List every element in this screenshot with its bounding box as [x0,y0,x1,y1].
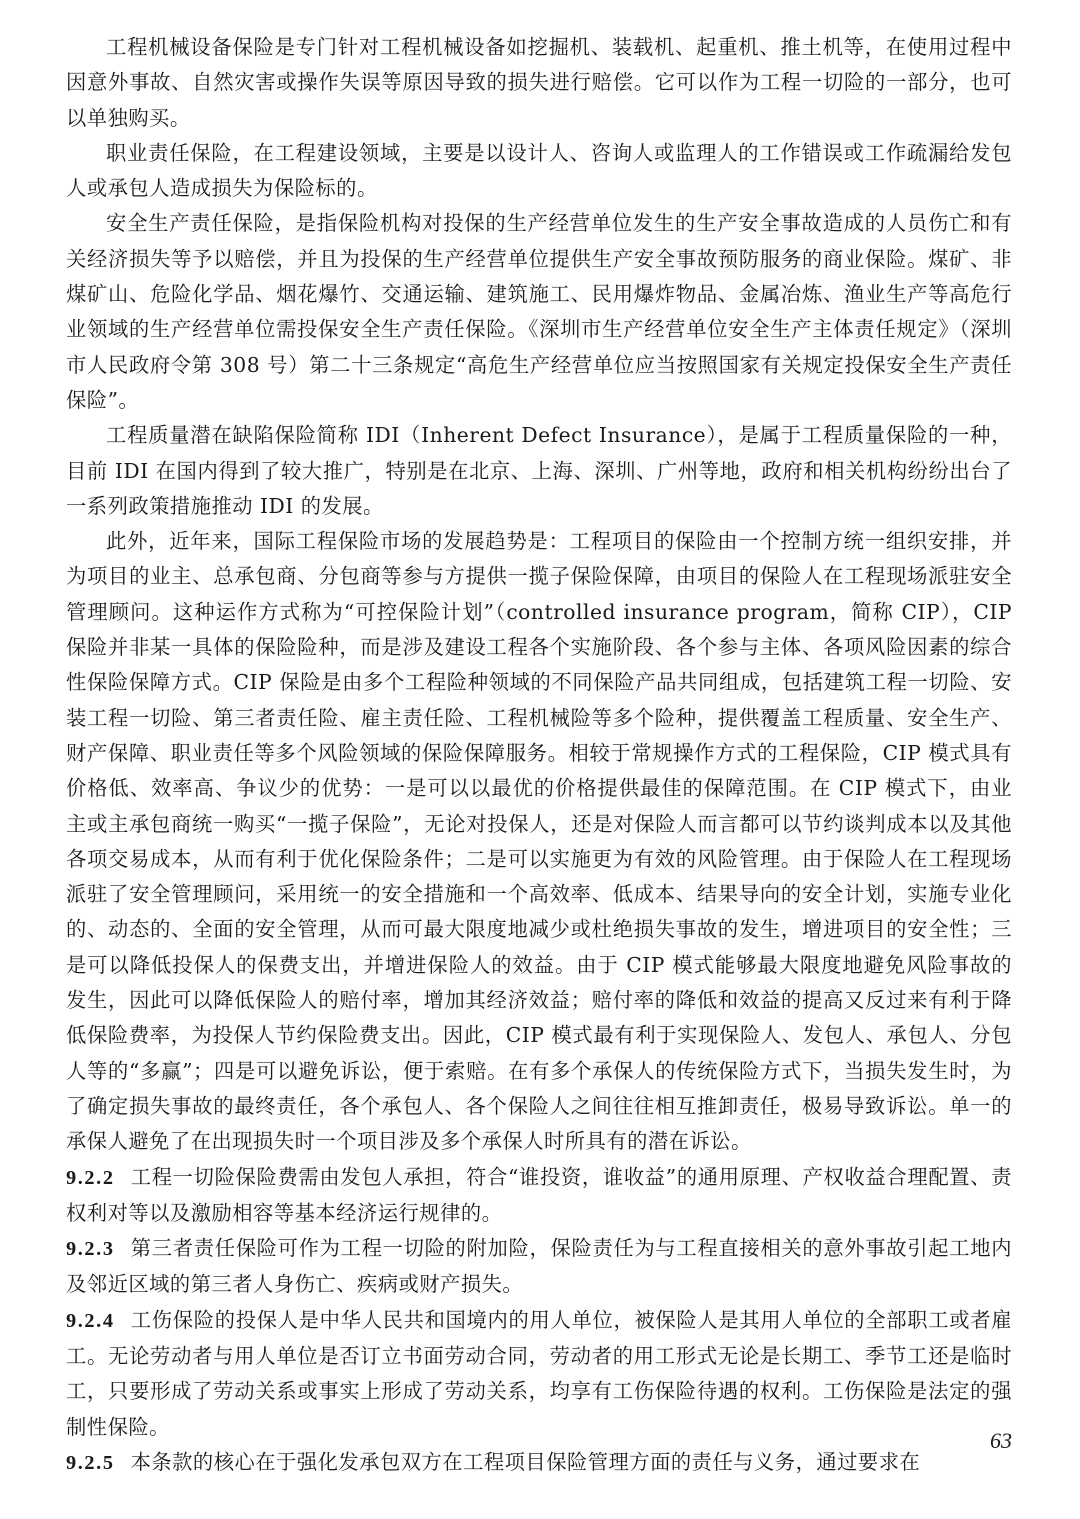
clause-9-2-2 [66,1160,1012,1232]
clause-number: 9.2.2 [66,1166,115,1189]
paragraph-machinery-insurance: 工程机械设备保险是专门针对工程机械设备如挖掘机、装载机、起重机、推土机等，在使用过程中因意外事故、自然灾害或操作失误等原因导致的损失进行赔偿。它可以作为工程一切险的一部分，也可以单独购买。 [66,35,1012,130]
clause-text: 本条款的核心在于强化发承包双方在工程项目保险管理方面的责任与义务，通过要求在 [130,1449,921,1474]
clause-text: 工伤保险的投保人是中华人民共和国境内的用人单位，被保险人是其用人单位的全部职工或者雇工。无论劳动者与用人单位是否订立书面劳动合同，劳动者的用工形式无论是长期工、季节工还是临时工，只要形成了劳动关系或事实上形成了劳动关系，均享有工伤保险待遇的权利。工伤保险是法定的强制性保险。 [66,1307,1012,1439]
paragraph-idi: 工程质量潜在缺陷保险简称 IDI（Inherent Defect Insurance），是属于工程质量保险的一种，目前 IDI 在国内得到了较大推广，特别是在北京、上海、深圳、广州等地，政府和相关机构纷纷出台了一系列政策措施推动 IDI 的发展。 [66,423,1012,518]
clause-9-2-3 [66,1231,1012,1303]
document-body [66,30,1012,1481]
clause-text: 第三者责任保险可作为工程一切险的附加险，保险责任为与工程直接相关的意外事故引起工地内及邻近区域的第三者人身伤亡、疾病或财产损失。 [66,1236,1012,1297]
paragraph-safety-liability: 安全生产责任保险，是指保险机构对投保的生产经营单位发生的生产安全事故造成的人员伤亡和有关经济损失等予以赔偿，并且为投保的生产经营单位提供生产安全事故预防服务的商业保险。煤矿、非煤矿山、危险化学品、烟花爆竹、交通运输、建筑施工、民用爆炸物品、金属冶炼、渔业生产等高危行业领域的生产经营单位需投保安全生产责任保险。《深圳市生产经营单位安全生产主体责任规定》（深圳市人民政府令第 308 号）第二十三条规定“高危生产经营单位应当按照国家有关规定投保安全生产责任保险”。 [66,211,1012,412]
clause-number: 9.2.4 [66,1309,115,1332]
clause-9-2-4 [66,1303,1012,1445]
clause-number: 9.2.5 [66,1451,115,1474]
clause-text: 工程一切险保险费需由发包人承担，符合“谁投资，谁收益”的通用原理、产权收益合理配置、责权利对等以及激励相容等基本经济运行规律的。 [66,1164,1012,1225]
page-number: 63 [990,1428,1012,1453]
paragraph-cip: 此外，近年来，国际工程保险市场的发展趋势是：工程项目的保险由一个控制方统一组织安排，并为项目的业主、总承包商、分包商等参与方提供一揽子保险保障，由项目的保险人在工程现场派驻安全管理顾问。这种运作方式称为“可控保险计划”（controlled insurance program，简称 CIP），CIP 保险并非某一具体的保险险种，而是涉及建设工程各个实施阶段、各个参与主体、各项风险因素的综合性保险保障方式。CIP 保险是由多个工程险种领域的不同保险产品共同组成，包括建筑工程一切险、安装工程一切险、第三者责任险、雇主责任险、工程机械险等多个险种，提供覆盖工程质量、安全生产、财产保障、职业责任等多个风险领域的保险保障服务。相较于常规操作方式的工程保险，CIP 模式具有价格低、效率高、争议少的优势：一是可以以最优的价格提供最佳的保障范围。在 CIP 模式下，由业主或主承包商统一购买“一揽子保险”，无论对投保人，还是对保险人而言都可以节约谈判成本以及其他各项交易成本，从而有利于优化保险条件；二是可以实施更为有效的风险管理。由于保险人在工程现场派驻了安全管理顾问，采用统一的安全措施和一个高效率、低成本、结果导向的安全计划，实施专业化的、动态的、全面的安全管理，从而可最大限度地减少或杜绝损失事故的发生，增进项目的安全性；三是可以降低投保人的保费支出，并增进保险人的效益。由于 CIP 模式能够最大限度地避免风险事故的发生，因此可以降低保险人的赔付率，增加其经济效益；赔付率的降低和效益的提高又反过来有利于降低保险费率，为投保人节约保险费支出。因此，CIP 模式最有利于实现保险人、发包人、承包人、分包人等的“多赢”；四是可以避免诉讼，便于索赔。在有多个承保人的传统保险方式下，当损失发生时，为了确定损失事故的最终责任，各个承包人、各个保险人之间往往相互推卸责任，极易导致诉讼。单一的承保人避免了在出现损失时一个项目涉及多个承保人时所具有的潜在诉讼。 [66,529,1012,1154]
clause-number: 9.2.3 [66,1238,115,1261]
paragraph-professional-liability: 职业责任保险，在工程建设领域，主要是以设计人、咨询人或监理人的工作错误或工作疏漏给发包人或承包人造成损失为保险标的。 [66,140,1012,201]
clause-9-2-5 [66,1445,1012,1481]
